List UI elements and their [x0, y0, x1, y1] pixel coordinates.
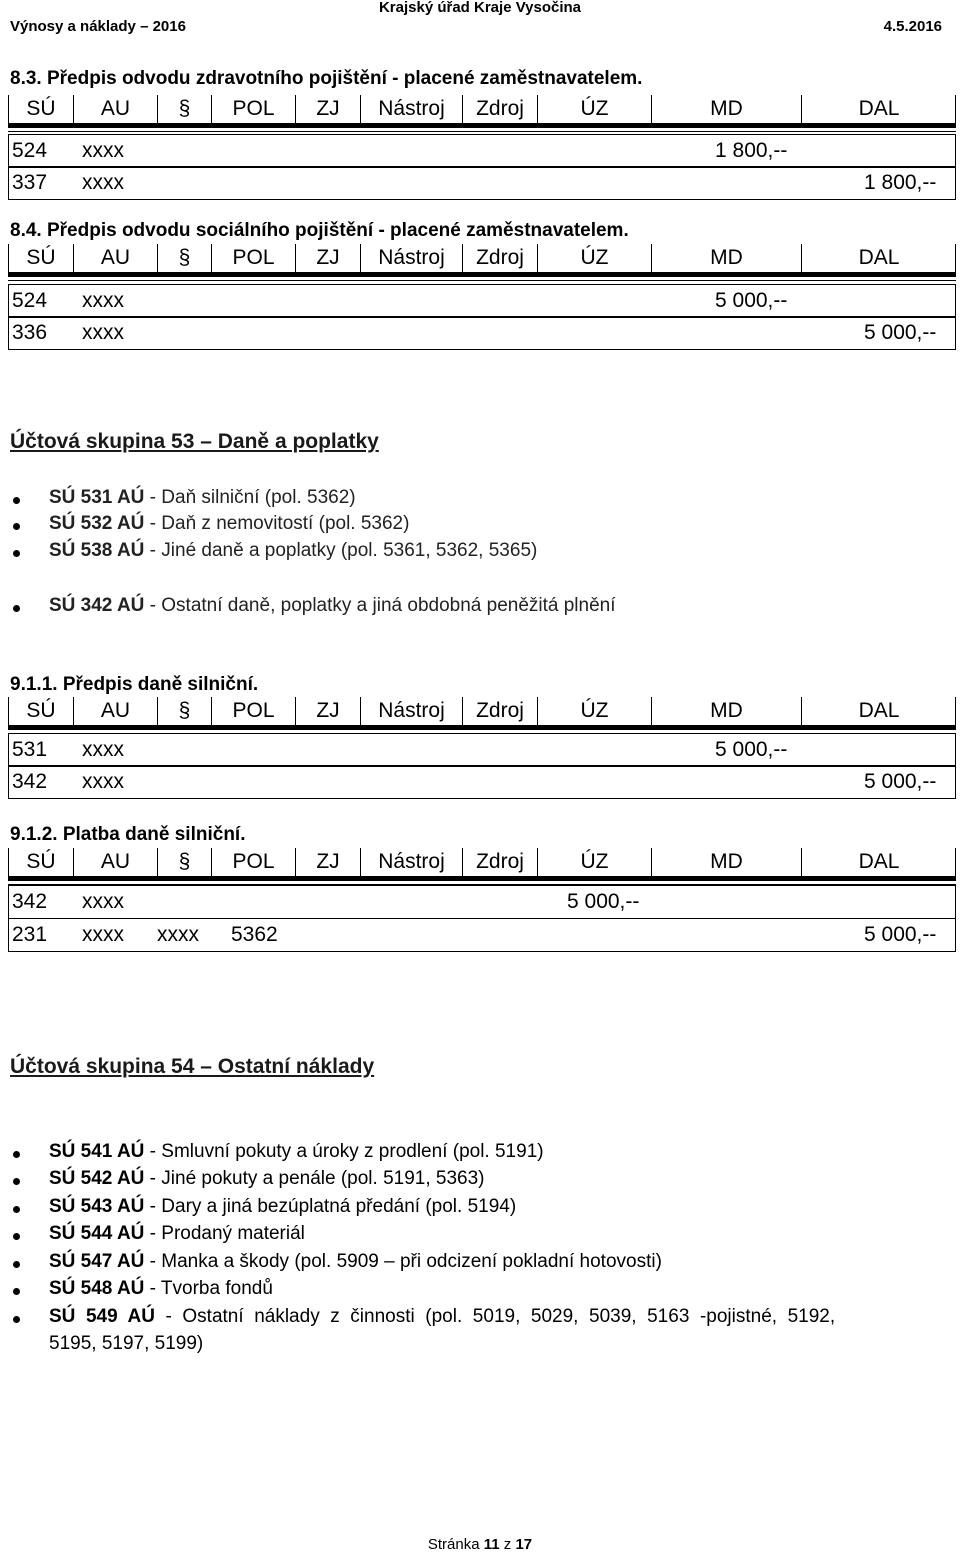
col-nastroj: Nástroj	[360, 848, 462, 876]
col-paragraph: §	[157, 697, 211, 725]
table-row	[8, 316, 956, 350]
item-text: - Jiné pokuty a penále (pol. 5191, 5363)	[144, 1168, 485, 1189]
col-paragraph: §	[157, 244, 211, 272]
item-code: SÚ 541 AÚ	[49, 1141, 145, 1162]
item-text: - Manka a škody (pol. 5909 – při odcizení pokladní hotovosti)	[144, 1251, 662, 1272]
cell-su: 231	[12, 923, 48, 946]
item-text: - Smluvní pokuty a úroky z prodlení (pol. 5191)	[144, 1141, 544, 1162]
cell-au: xxxx	[82, 321, 124, 344]
bullet-icon	[13, 1206, 20, 1213]
col-au: AU	[73, 95, 157, 123]
cell-su: 524	[12, 289, 48, 312]
bullet-icon	[13, 1261, 20, 1268]
col-pol: POL	[211, 697, 295, 725]
cell-su: 337	[12, 171, 48, 194]
section-8-3-title: 8.3. Předpis odvodu zdravotního pojištění - placené zaměstnavatelem.	[10, 68, 643, 89]
cell-su: 342	[12, 890, 48, 913]
col-md: MD	[651, 697, 801, 725]
col-zdroj: Zdroj	[462, 95, 537, 123]
bullet-icon	[13, 1316, 20, 1323]
table-row	[8, 918, 956, 952]
item-code: SÚ 532 AÚ	[49, 513, 145, 534]
table-row	[8, 733, 956, 767]
item-text: - Ostatní náklady z činnosti (pol. 5019, 5029, 5039, 5163 -pojistné, 5192,	[154, 1306, 836, 1327]
col-au: AU	[73, 848, 157, 876]
cell-md: 5 000,--	[715, 738, 788, 761]
col-md: MD	[651, 848, 801, 876]
footer-page-total: 17	[515, 1536, 533, 1553]
item-code: SÚ 547 AÚ	[49, 1251, 145, 1272]
bullet-icon	[13, 605, 20, 612]
col-pol: POL	[211, 95, 295, 123]
cell-paragraph: xxxx	[157, 923, 199, 946]
col-zj: ZJ	[295, 95, 360, 123]
cell-dal: 5 000,--	[864, 923, 937, 946]
table-row	[8, 134, 956, 168]
col-au: AU	[73, 244, 157, 272]
table-header-9-1-1	[8, 697, 956, 730]
table-header-8-3	[8, 95, 956, 128]
col-uz: ÚZ	[537, 95, 651, 123]
item-code: SÚ 544 AÚ	[49, 1223, 145, 1244]
cell-dal: 5 000,--	[864, 770, 937, 793]
footer-page-number: 11	[483, 1536, 500, 1553]
col-zdroj: Zdroj	[462, 244, 537, 272]
col-nastroj: Nástroj	[360, 95, 462, 123]
item-code: SÚ 543 AÚ	[49, 1196, 145, 1217]
col-zdroj: Zdroj	[462, 697, 537, 725]
item-code: SÚ 342 AÚ	[49, 595, 145, 616]
cell-pol: 5362	[231, 923, 278, 946]
col-uz: ÚZ	[537, 244, 651, 272]
bullet-icon	[13, 1288, 20, 1295]
item-text: - Jiné daně a poplatky (pol. 5361, 5362, 5365)	[144, 540, 538, 561]
bullet-icon	[13, 1178, 20, 1185]
bullet-icon	[13, 1233, 20, 1240]
cell-md: 5 000,--	[715, 289, 788, 312]
col-nastroj: Nástroj	[360, 244, 462, 272]
cell-au: xxxx	[82, 923, 124, 946]
col-paragraph: §	[157, 848, 211, 876]
item-text: - Daň z nemovitostí (pol. 5362)	[144, 513, 410, 534]
cell-au: xxxx	[82, 890, 124, 913]
col-pol: POL	[211, 848, 295, 876]
col-uz: ÚZ	[537, 697, 651, 725]
footer-prefix: Stránka	[427, 1536, 484, 1553]
bullet-icon	[13, 497, 20, 504]
col-md: MD	[651, 95, 801, 123]
page-footer	[0, 1536, 960, 1553]
table-header-8-4	[8, 244, 956, 277]
col-su: SÚ	[8, 848, 73, 876]
header-title: Výnosy a náklady – 2016	[10, 18, 186, 35]
footer-mid: z	[499, 1536, 516, 1553]
bullet-icon	[13, 1151, 20, 1158]
col-su: SÚ	[8, 697, 73, 725]
col-dal: DAL	[801, 95, 956, 123]
cell-au: xxxx	[82, 770, 124, 793]
col-paragraph: §	[157, 95, 211, 123]
col-dal: DAL	[801, 848, 956, 876]
cell-su: 336	[12, 321, 48, 344]
section-9-1-2-title: 9.1.2. Platba daně silniční.	[10, 824, 246, 845]
page-header	[0, 0, 960, 40]
item-code: SÚ 531 AÚ	[49, 487, 145, 508]
col-md: MD	[651, 244, 801, 272]
col-au: AU	[73, 697, 157, 725]
col-uz: ÚZ	[537, 848, 651, 876]
col-zj: ZJ	[295, 697, 360, 725]
table-row	[8, 166, 956, 200]
cell-au: xxxx	[82, 139, 124, 162]
cell-au: xxxx	[82, 738, 124, 761]
item-text: - Dary a jiná bezúplatná předání (pol. 5194)	[144, 1196, 517, 1217]
item-text: - Tvorba fondů	[144, 1278, 273, 1299]
cell-md: 1 800,--	[715, 139, 788, 162]
group-54-title: Účtová skupina 54 – Ostatní náklady	[10, 1055, 375, 1078]
bullet-icon	[13, 550, 20, 557]
item-text: - Prodaný materiál	[144, 1223, 305, 1244]
col-su: SÚ	[8, 95, 73, 123]
cell-dal: 5 000,--	[864, 321, 937, 344]
col-pol: POL	[211, 244, 295, 272]
col-zj: ZJ	[295, 848, 360, 876]
item-text: - Daň silniční (pol. 5362)	[144, 487, 356, 508]
item-code: SÚ 548 AÚ	[49, 1278, 145, 1299]
cell-au: xxxx	[82, 289, 124, 312]
header-authority: Krajský úřad Kraje Vysočina	[378, 0, 582, 16]
cell-su: 342	[12, 770, 48, 793]
cell-su: 524	[12, 139, 48, 162]
bullet-icon	[13, 523, 20, 530]
col-nastroj: Nástroj	[360, 697, 462, 725]
item-code: SÚ 542 AÚ	[49, 1168, 145, 1189]
item-text: - Ostatní daně, poplatky a jiná obdobná peněžitá plnění	[144, 595, 616, 616]
section-8-4-title: 8.4. Předpis odvodu sociálního pojištění - placené zaměstnavatelem.	[10, 220, 629, 241]
col-dal: DAL	[801, 244, 956, 272]
col-dal: DAL	[801, 697, 956, 725]
section-9-1-1-title: 9.1.1. Předpis daně silniční.	[10, 674, 259, 695]
header-date: 4.5.2016	[883, 18, 942, 35]
col-su: SÚ	[8, 244, 73, 272]
cell-md: 5 000,--	[567, 890, 640, 913]
group-53-title: Účtová skupina 53 – Daně a poplatky	[10, 430, 379, 453]
table-row	[8, 284, 956, 318]
cell-su: 531	[12, 738, 48, 761]
cell-dal: 1 800,--	[864, 171, 937, 194]
table-row	[8, 765, 956, 799]
table-row	[8, 885, 956, 919]
cell-au: xxxx	[82, 171, 124, 194]
table-header-9-1-2	[8, 848, 956, 881]
col-zdroj: Zdroj	[462, 848, 537, 876]
item-code: SÚ 549 AÚ	[49, 1306, 155, 1327]
item-text: 5195, 5197, 5199)	[49, 1333, 204, 1354]
item-code: SÚ 538 AÚ	[49, 540, 145, 561]
col-zj: ZJ	[295, 244, 360, 272]
